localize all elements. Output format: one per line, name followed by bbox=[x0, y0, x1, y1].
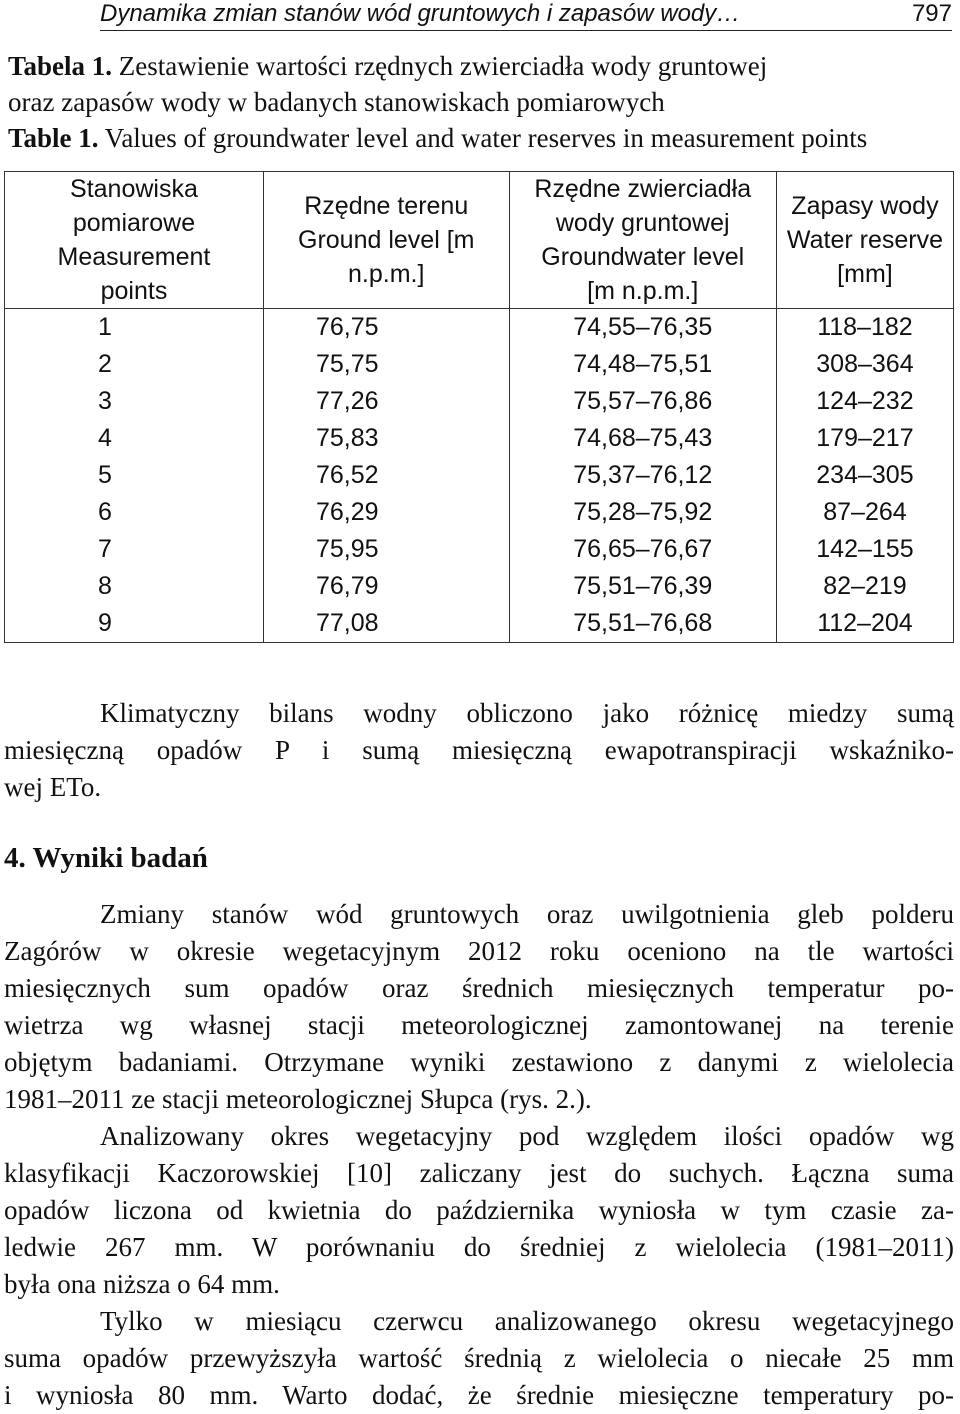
text-line: opadów liczona od kwietnia do października wyniosła w tym czasie za- bbox=[4, 1195, 954, 1225]
table-row bbox=[5, 605, 954, 643]
header-line: Rzędne zwierciadła bbox=[534, 175, 752, 203]
text-line: była ona niższa o 64 mm. bbox=[4, 1269, 280, 1299]
cell-point: 5 bbox=[5, 457, 264, 494]
text-line: Tylko w miesiącu czerwcu analizowanego okresu wegetacyjnego bbox=[100, 1306, 954, 1336]
cell-groundwater-level: 75,51–76,68 bbox=[509, 605, 776, 643]
cell-point: 4 bbox=[5, 420, 264, 457]
table-caption bbox=[8, 48, 953, 156]
caption-en-line bbox=[8, 120, 953, 156]
header-line: points bbox=[100, 277, 168, 305]
cell-point: 1 bbox=[5, 309, 264, 347]
header-ground-level bbox=[263, 172, 509, 309]
cell-ground-level: 76,29 bbox=[263, 494, 509, 531]
header-line: Zapasy wody bbox=[791, 192, 939, 220]
table-row bbox=[5, 346, 954, 383]
text-line: ledwie 267 mm. W porównaniu do średniej z wielolecia (1981–2011) bbox=[4, 1232, 954, 1262]
paragraph-climatic-balance bbox=[4, 695, 954, 806]
cell-point: 3 bbox=[5, 383, 264, 420]
cell-groundwater-level: 75,28–75,92 bbox=[509, 494, 776, 531]
table-row bbox=[5, 420, 954, 457]
header-groundwater-level bbox=[509, 172, 776, 309]
cell-groundwater-level: 76,65–76,67 bbox=[509, 531, 776, 568]
caption-pl-line-2: oraz zapasów wody w badanych stanowiskach pomiarowych bbox=[8, 87, 665, 117]
header-line: Measurement bbox=[57, 243, 211, 271]
cell-groundwater-level: 74,48–75,51 bbox=[509, 346, 776, 383]
text-line: Zagórów w okresie wegetacyjnym 2012 roku oceniono na tle wartości bbox=[4, 936, 954, 966]
cell-water-reserve: 118–182 bbox=[776, 309, 953, 347]
cell-water-reserve: 87–264 bbox=[776, 494, 953, 531]
header-measurement-points bbox=[5, 172, 264, 309]
cell-water-reserve: 82–219 bbox=[776, 568, 953, 605]
cell-ground-level: 76,75 bbox=[263, 309, 509, 347]
text-line: wej ETo. bbox=[4, 772, 102, 802]
cell-water-reserve: 124–232 bbox=[776, 383, 953, 420]
cell-water-reserve: 234–305 bbox=[776, 457, 953, 494]
text-line: Analizowany okres wegetacyjny pod względem ilości opadów wg bbox=[100, 1121, 954, 1151]
cell-ground-level: 77,08 bbox=[263, 605, 509, 643]
table-header-row bbox=[5, 172, 954, 309]
cell-water-reserve: 142–155 bbox=[776, 531, 953, 568]
cell-groundwater-level: 75,37–76,12 bbox=[509, 457, 776, 494]
cell-groundwater-level: 74,68–75,43 bbox=[509, 420, 776, 457]
text-line: miesięcznych sum opadów oraz średnich miesięcznych temperatur po- bbox=[4, 973, 954, 1003]
cell-groundwater-level: 74,55–76,35 bbox=[509, 309, 776, 347]
text-line: klasyfikacji Kaczorowskiej [10] zaliczany jest do suchych. Łączna suma bbox=[4, 1158, 954, 1188]
text-line: 1981–2011 ze stacji meteorologicznej Słupca (rys. 2.). bbox=[4, 1084, 592, 1114]
header-line: n.p.m.] bbox=[348, 260, 425, 288]
header-line: pomiarowe bbox=[72, 209, 196, 237]
header-line: Groundwater level bbox=[541, 243, 745, 271]
caption-en-label: Table 1. bbox=[8, 123, 99, 153]
cell-point: 9 bbox=[5, 605, 264, 643]
caption-en-text: Values of groundwater level and water reserves in measurement points bbox=[98, 123, 868, 153]
paragraph-results-2 bbox=[4, 1118, 954, 1303]
header-line: Ground level [m bbox=[298, 226, 475, 254]
cell-water-reserve: 179–217 bbox=[776, 420, 953, 457]
table-row bbox=[5, 531, 954, 568]
running-head-title: Dynamika zmian stanów wód gruntowych i zapasów wody… bbox=[100, 0, 741, 27]
cell-water-reserve: 112–204 bbox=[776, 605, 953, 643]
table-row bbox=[5, 383, 954, 420]
header-line: Stanowiska bbox=[70, 175, 198, 203]
header-line: Rzędne terenu bbox=[304, 192, 469, 220]
caption-pl-line-1 bbox=[8, 48, 953, 84]
cell-ground-level: 76,79 bbox=[263, 568, 509, 605]
text-line: suma opadów przewyższyła wartość średnią z wielolecia o niecałe 25 mm bbox=[4, 1343, 954, 1373]
paragraph-results-1 bbox=[4, 896, 954, 1118]
header-line: [mm] bbox=[837, 260, 893, 288]
text-line: objętym badaniami. Otrzymane wyniki zestawiono z danymi z wielolecia bbox=[4, 1047, 954, 1077]
data-table bbox=[4, 171, 954, 643]
cell-point: 8 bbox=[5, 568, 264, 605]
cell-ground-level: 75,75 bbox=[263, 346, 509, 383]
header-line: wody gruntowej bbox=[555, 209, 730, 237]
caption-pl-label: Tabela 1. bbox=[8, 51, 113, 81]
cell-point: 6 bbox=[5, 494, 264, 531]
cell-groundwater-level: 75,51–76,39 bbox=[509, 568, 776, 605]
header-line: [m n.p.m.] bbox=[587, 277, 699, 305]
text-line: wietrza wg własnej stacji meteorologicznej zamontowanej na terenie bbox=[4, 1010, 954, 1040]
cell-ground-level: 75,83 bbox=[263, 420, 509, 457]
cell-water-reserve: 308–364 bbox=[776, 346, 953, 383]
paragraph-results-3 bbox=[4, 1303, 954, 1414]
table-row bbox=[5, 457, 954, 494]
cell-ground-level: 76,52 bbox=[263, 457, 509, 494]
table-row bbox=[5, 309, 954, 347]
text-line: Zmiany stanów wód gruntowych oraz uwilgotnienia gleb polderu bbox=[100, 899, 954, 929]
section-heading: 4. Wyniki badań bbox=[4, 842, 208, 874]
cell-point: 2 bbox=[5, 346, 264, 383]
caption-pl-text-1: Zestawienie wartości rzędnych zwierciadła wody gruntowej bbox=[112, 51, 768, 81]
cell-point: 7 bbox=[5, 531, 264, 568]
header-line: Water reserve bbox=[786, 226, 943, 254]
text-line: Klimatyczny bilans wodny obliczono jako różnicę miedzy sumą bbox=[100, 698, 954, 728]
cell-ground-level: 75,95 bbox=[263, 531, 509, 568]
cell-ground-level: 77,26 bbox=[263, 383, 509, 420]
text-line: i wyniosła 80 mm. Warto dodać, że średnie miesięczne temperatury po- bbox=[4, 1380, 954, 1410]
header-water-reserve bbox=[776, 172, 953, 309]
table-row bbox=[5, 494, 954, 531]
text-line: miesięczną opadów P i sumą miesięczną ewapotranspiracji wskaźniko- bbox=[4, 735, 954, 765]
running-head bbox=[100, 0, 952, 31]
table-row bbox=[5, 568, 954, 605]
cell-groundwater-level: 75,57–76,86 bbox=[509, 383, 776, 420]
page-number: 797 bbox=[911, 0, 952, 27]
